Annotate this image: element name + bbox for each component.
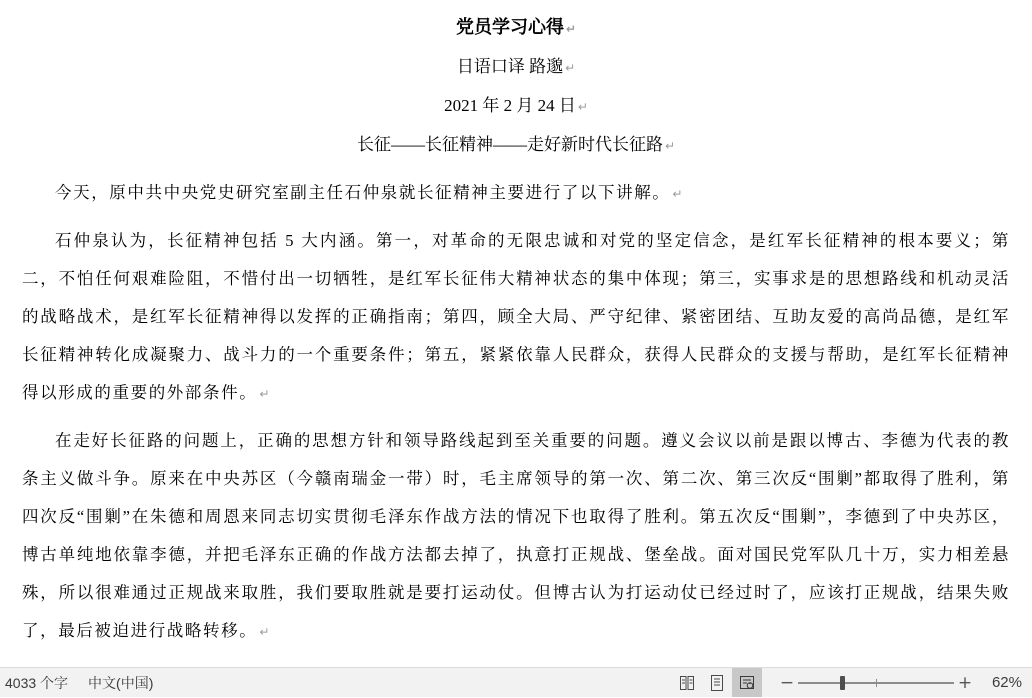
zoom-level-button[interactable]: 62% [991,674,1022,691]
read-mode-icon [678,674,696,692]
status-bar [0,667,1032,697]
doc-paragraph-2 [22,222,1010,413]
zoom-out-button[interactable] [776,668,798,698]
zoom-in-label: + [957,672,973,693]
paragraph-mark: ↵ [664,139,676,153]
doc-paragraph-1 [22,174,1010,213]
web-layout-view-button[interactable] [732,668,762,697]
doc-date-text: 2021 年 2 月 24 日 [444,96,576,115]
paragraph-mark: ↵ [565,61,576,75]
doc-topic-text: 长征——长征精神——走好新时代长征路 [356,135,663,154]
status-bar-left [0,668,163,697]
doc-paragraph-3-text: 在走好长征路的问题上，正确的思想方针和领导路线起到至关重要的问题。遵义会议以前是跟以博古、李德为代表的教条主义做斗争。原来在中央苏区（今赣南瑞金一带）时，毛主席领导的第一次、第二次、第三次反“围剿”都取得了胜利，第四次反“围剿”在朱德和周恩来同志切实贯彻毛泽东作战方法的情况下也取得了胜利。第五次反“围剿”，李德到了中央苏区，博古单纯地依靠李德，并把毛泽东正确的作战方法都去掉了，执意打正规战、堡垒战。面对国民党军队几十万，实力相差悬殊，所以很难通过正规战来取胜，我们要取胜就是要打运动仗。但博古认为打运动仗已经过时了，应该打正规战，结果失败了，最后被迫进行战略转移。 [22,431,1010,640]
paragraph-mark: ↵ [259,625,270,639]
doc-paragraph-3 [22,422,1010,651]
doc-paragraph-2-text: 石仲泉认为，长征精神包括 5 大内涵。第一，对革命的无限忠诚和对党的坚定信念，是红军长征精神的根本要义；第二，不怕任何艰难险阻，不惜付出一切牺牲，是红军长征伟大精神状态的集中体现；第三，实事求是的思想路线和机动灵活的战略战术，是红军长征精神得以发挥的正确指南；第四，顾全大局、严守纪律、紧密团结、互助友爱的高尚品德，是红军长征精神转化成凝聚力、战斗力的一个重要条件；第五，紧紧依靠人民群众，获得人民群众的支援与帮助，是红军长征精神得以形成的重要的外部条件。 [22,231,1010,402]
zoom-slider-thumb[interactable] [840,676,845,690]
zoom-slider-center-tick [876,679,877,687]
word-count-button[interactable] [0,668,78,697]
word-count-label: 4033 个字 [5,674,69,691]
paragraph-mark: ↵ [565,22,577,36]
status-bar-right [672,668,1032,697]
read-mode-view-button[interactable] [672,668,702,697]
language-label: 中文(中国) [88,674,154,691]
zoom-in-button[interactable] [954,668,976,698]
paragraph-mark: ↵ [672,187,683,201]
doc-date-line [22,87,1010,126]
doc-paragraph-1-text: 今天，原中共中央党史研究室副主任石仲泉就长征精神主要进行了以下讲解。 [55,183,671,202]
doc-author-text: 日语口译 路邈 [456,57,564,76]
zoom-out-label: − [779,672,795,693]
paragraph-mark: ↵ [259,387,270,401]
doc-title-text: 党员学习心得 [455,17,564,37]
web-layout-icon [738,674,756,692]
language-button[interactable] [78,668,163,697]
doc-topic-line [22,126,1010,165]
print-layout-icon [708,674,726,692]
doc-title [22,8,1010,48]
doc-author-line [22,48,1010,87]
print-layout-view-button[interactable] [702,668,732,697]
zoom-slider[interactable] [798,668,954,698]
paragraph-mark: ↵ [577,100,588,114]
zoom-controls [776,668,1022,698]
